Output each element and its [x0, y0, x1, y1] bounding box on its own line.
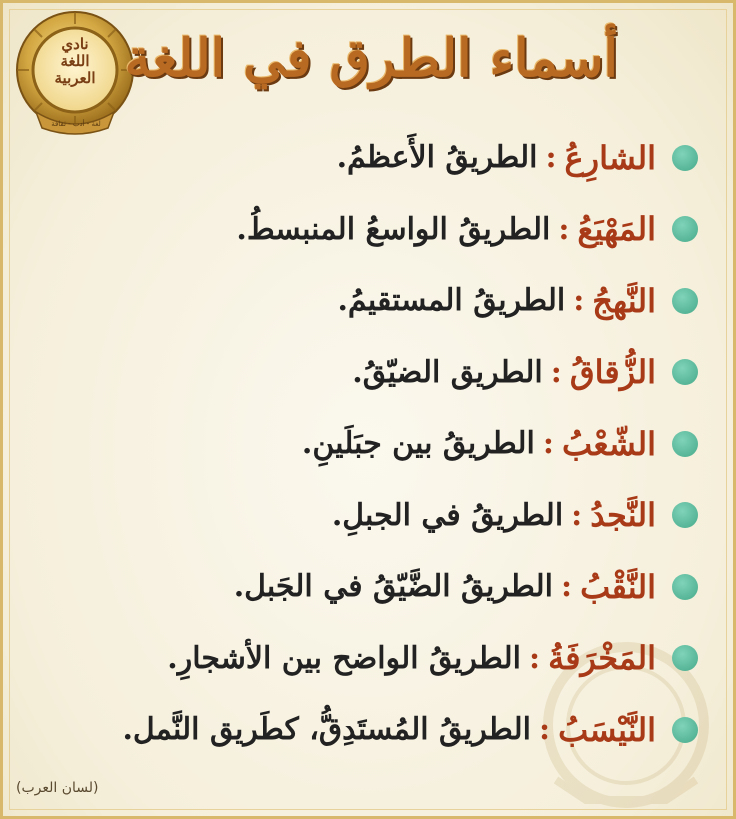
colon: : — [529, 640, 541, 676]
definition: الطريقُ المُستَدِقُّ، كطَريق النَّمل. — [122, 712, 531, 748]
definition: الطريقُ المستقيمُ. — [337, 283, 566, 319]
bullet-icon — [672, 359, 698, 385]
colon: : — [542, 426, 554, 462]
term: الشّعْبُ — [561, 424, 656, 463]
logo-text — [38, 36, 112, 87]
bullet-icon — [672, 645, 698, 671]
source-citation: (لسان العرب) — [16, 780, 99, 796]
term: المَخْرَفَةُ — [548, 639, 656, 678]
term: النَّهجُ — [592, 281, 656, 320]
term: الشارِعُ — [564, 138, 656, 177]
definition: الطريقُ الأَعظمُ. — [336, 140, 538, 176]
colon: : — [545, 140, 557, 176]
definition: الطريقُ بين جبَلَينِ. — [301, 426, 535, 462]
list-item — [18, 551, 698, 623]
list-item — [18, 480, 698, 552]
term: الزُّقاقُ — [569, 353, 656, 392]
list-item — [18, 122, 698, 194]
logo-line3: العربية — [54, 69, 96, 87]
list-item — [18, 194, 698, 266]
term: النَّيْسَبُ — [558, 710, 656, 749]
colon: : — [571, 497, 583, 533]
colon: : — [573, 283, 585, 319]
list-item — [18, 623, 698, 695]
bullet-icon — [672, 502, 698, 528]
definition: الطريقُ الواسعُ المنبسطُ. — [236, 211, 551, 247]
bullet-icon — [672, 216, 698, 242]
colon: : — [558, 211, 570, 247]
list-item — [18, 265, 698, 337]
road-names-list — [18, 122, 698, 766]
bullet-icon — [672, 431, 698, 457]
logo-line2: اللغة — [60, 52, 90, 70]
page-title: أسماء الطرق في اللغة — [124, 28, 618, 89]
colon: : — [550, 354, 562, 390]
list-item — [18, 337, 698, 409]
definition: الطريق الضيّقُ. — [352, 354, 543, 390]
bullet-icon — [672, 717, 698, 743]
colon: : — [561, 569, 573, 605]
bullet-icon — [672, 288, 698, 314]
bullet-icon — [672, 574, 698, 600]
definition: الطريقُ الضَّيّقُ في الجَبل. — [233, 569, 554, 605]
definition: الطريقُ الواضح بين الأشجارِ. — [167, 640, 522, 676]
term: النَّجدُ — [590, 496, 656, 535]
term: النَّقْبُ — [580, 567, 656, 606]
colon: : — [539, 712, 551, 748]
logo-tagline: لغة - أدب - ثقافة — [51, 120, 101, 128]
list-item — [18, 408, 698, 480]
bullet-icon — [672, 145, 698, 171]
definition: الطريقُ في الجبلِ. — [331, 497, 564, 533]
logo-line1: نادي — [61, 35, 89, 53]
term: المَهْيَعُ — [577, 210, 656, 249]
list-item — [18, 694, 698, 766]
club-logo — [8, 8, 142, 136]
